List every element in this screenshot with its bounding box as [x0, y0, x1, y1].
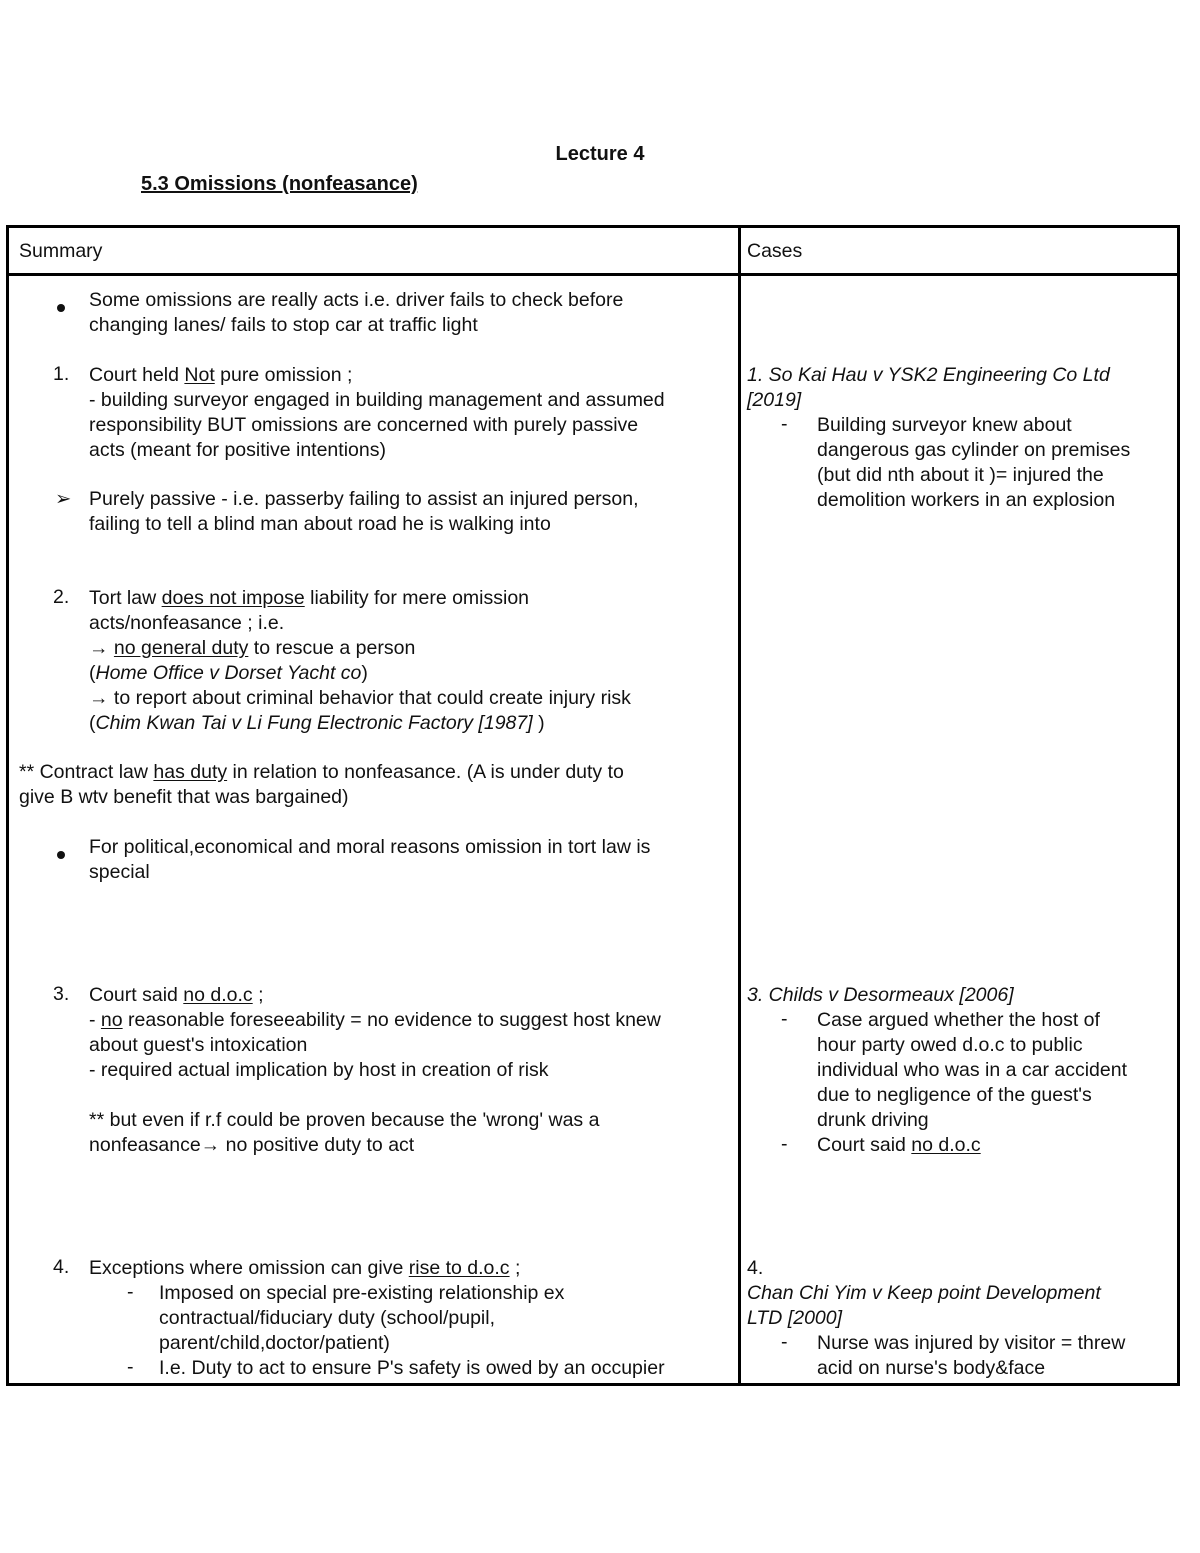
summary-point-3: [89, 983, 661, 1158]
exception-item-1: [159, 1281, 564, 1356]
text-line: Court said no d.o.c ;: [89, 984, 264, 1006]
text-line: demolition workers in an explosion: [817, 489, 1116, 511]
list-number: 2.: [53, 586, 70, 608]
text-line: Some omissions are really acts i.e. driver fails to check before: [89, 289, 624, 311]
text-line: Court said no d.o.c: [817, 1134, 981, 1156]
text-line: LTD [2000]: [747, 1307, 843, 1329]
text-line: ** but even if r.f could be proven because the 'wrong' was a: [89, 1109, 600, 1131]
text-line: special: [89, 861, 150, 883]
summary-bullet-1: [89, 288, 623, 338]
text-line: individual who was in a car accident: [817, 1059, 1128, 1081]
column-divider: [738, 228, 741, 1383]
text-line: [2019]: [747, 389, 802, 411]
case-4-detail: [817, 1331, 1125, 1381]
summary-point-1: [89, 363, 665, 463]
text-line: failing to tell a blind man about road he is walking into: [89, 513, 551, 535]
header-divider: [9, 273, 1177, 276]
text-line: changing lanes/ fails to stop car at traffic light: [89, 314, 478, 336]
text-line: due to negligence of the guest's: [817, 1084, 1092, 1106]
text-line: Nurse was injured by visitor = threw: [817, 1332, 1126, 1354]
text-line: Purely passive - i.e. passerby failing to assist an injured person,: [89, 488, 639, 510]
text-line: contractual/fiduciary duty (school/pupil,: [159, 1307, 496, 1329]
text-line: I.e. Duty to act to ensure P's safety is owed by an occupier: [159, 1357, 665, 1379]
text-line: Building surveyor knew about: [817, 414, 1072, 436]
exception-item-2: [159, 1356, 665, 1381]
text-line: hour party owed d.o.c to public: [817, 1034, 1083, 1056]
list-number: 4.: [53, 1256, 70, 1278]
text-line: acts (meant for positive intentions): [89, 439, 386, 461]
bullet-icon: [57, 842, 65, 865]
text-line: give B wtv benefit that was bargained): [19, 786, 349, 808]
case-3-detail: [817, 1008, 1127, 1133]
text-line: nonfeasance→ no positive duty to act: [89, 1134, 415, 1156]
case-4-title: [747, 1281, 1101, 1331]
text-line: - no reasonable foreseeability = no evidence to suggest host knew: [89, 1009, 661, 1031]
summary-header: Summary: [19, 240, 103, 262]
summary-contract-note: [19, 760, 624, 810]
text-line: Tort law does not impose liability for mere omission: [89, 587, 530, 609]
summary-point-4: [89, 1256, 520, 1281]
text-line: dangerous gas cylinder on premises: [817, 439, 1131, 461]
case-1-title: [747, 363, 1110, 413]
text-line: For political,economical and moral reasons omission in tort law is: [89, 836, 651, 858]
text-line: → no general duty to rescue a person: [89, 637, 416, 659]
summary-purely-passive: [89, 487, 639, 537]
text-line: 1. So Kai Hau v YSK2 Engineering Co Ltd: [747, 364, 1110, 386]
section-heading: 5.3 Omissions (nonfeasance): [141, 173, 418, 195]
text-line: (but did nth about it )= injured the: [817, 464, 1104, 486]
case-3-title: [747, 983, 1014, 1008]
case-3-holding: [817, 1133, 981, 1158]
text-line: (Chim Kwan Tai v Li Fung Electronic Factory [1987] ): [89, 712, 545, 734]
text-line: acid on nurse's body&face: [817, 1357, 1046, 1379]
dash-bullet: -: [127, 1356, 134, 1378]
text-line: Court held Not pure omission ;: [89, 364, 353, 386]
text-line: parent/child,doctor/patient): [159, 1332, 390, 1354]
text-line: Chan Chi Yim v Keep point Development: [747, 1282, 1101, 1304]
notes-table: [6, 225, 1180, 1386]
arrow-bullet-icon: ➢: [55, 488, 72, 510]
text-line: (Home Office v Dorset Yacht co): [89, 662, 368, 684]
case-1-detail: [817, 413, 1130, 513]
text-line: Exceptions where omission can give rise to d.o.c ;: [89, 1257, 521, 1279]
text-line: → to report about criminal behavior that could create injury risk: [89, 687, 631, 709]
text-line: 3. Childs v Desormeaux [2006]: [747, 984, 1014, 1006]
text-line: responsibility BUT omissions are concerned with purely passive: [89, 414, 639, 436]
text-line: acts/nonfeasance ; i.e.: [89, 612, 285, 634]
cases-header: Cases: [747, 240, 803, 262]
text-line: - building surveyor engaged in building management and assumed: [89, 389, 665, 411]
dash-bullet: -: [127, 1281, 134, 1303]
text-line: Imposed on special pre-existing relationship ex: [159, 1282, 565, 1304]
dash-bullet: -: [781, 413, 788, 435]
dash-bullet: -: [781, 1008, 788, 1030]
summary-point-2: [89, 586, 631, 736]
case-4-number: 4.: [747, 1257, 764, 1279]
list-number: 1.: [53, 363, 70, 385]
text-line: - required actual implication by host in creation of risk: [89, 1059, 549, 1081]
bullet-icon: [57, 295, 65, 318]
text-line: about guest's intoxication: [89, 1034, 308, 1056]
dash-bullet: -: [781, 1133, 788, 1155]
text-line: drunk driving: [817, 1109, 929, 1131]
list-number: 3.: [53, 983, 70, 1005]
dash-bullet: -: [781, 1331, 788, 1353]
page-title: Lecture 4: [555, 143, 645, 165]
text-line: Case argued whether the host of: [817, 1009, 1100, 1031]
summary-bullet-2: [89, 835, 650, 885]
text-line: ** Contract law has duty in relation to nonfeasance. (A is under duty to: [19, 761, 624, 783]
